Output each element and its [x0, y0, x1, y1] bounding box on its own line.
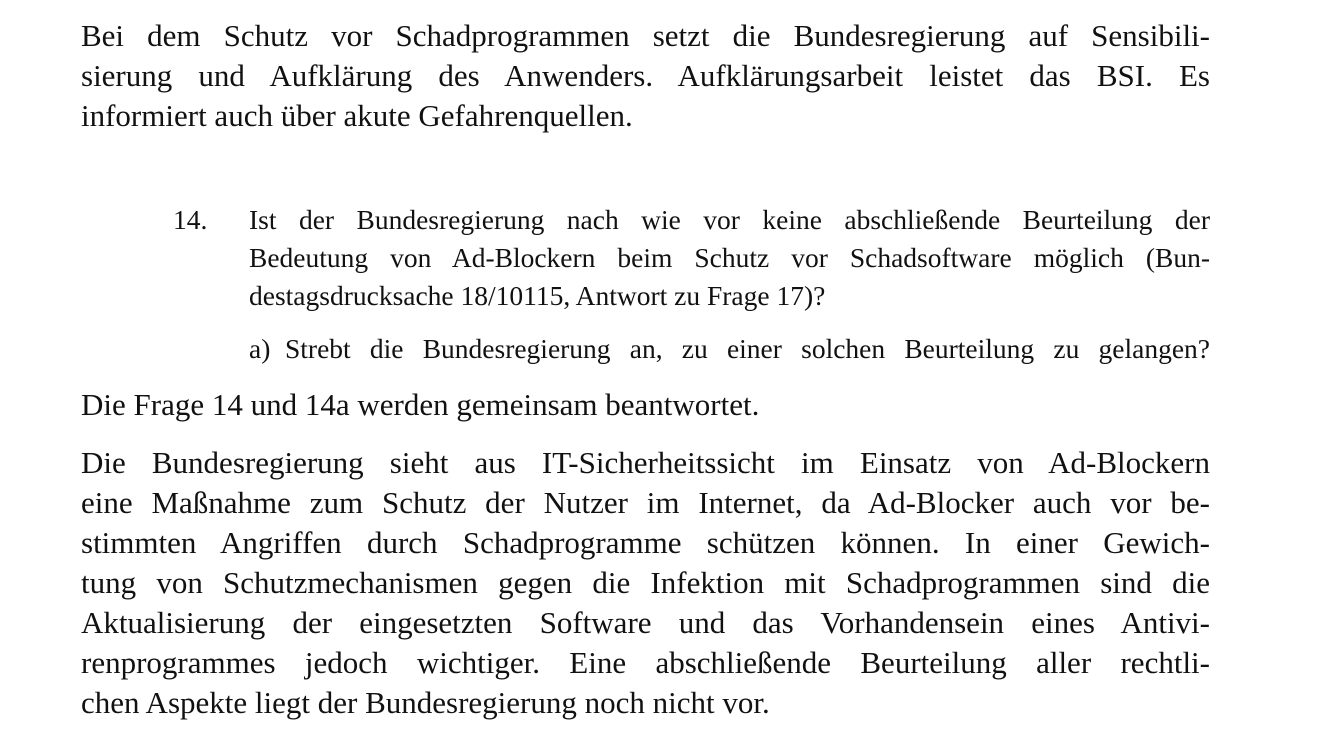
question-line-3: destagsdrucksache 18/10115, Antwort zu Frage 17)?: [249, 280, 826, 311]
answer-line-4: tung von Schutzmechanismen gegen die Infektion mit Schadprogrammen sind die: [81, 565, 1210, 600]
question-sub-label: a): [249, 333, 271, 364]
answer-line-2: eine Maßnahme zum Schutz der Nutzer im Internet, da Ad-Blocker auch vor be-: [81, 485, 1210, 520]
answer-intro: Die Frage 14 und 14a werden gemeinsam beantwortet.: [81, 387, 760, 422]
answer-line-7: chen Aspekte liegt der Bundesregierung noch nicht vor.: [81, 685, 770, 720]
intro-line-1: Bei dem Schutz vor Schadprogrammen setzt die Bundesregierung auf Sensibili-: [81, 18, 1210, 53]
answer-line-3: stimmten Angriffen durch Schadprogramme schützen können. In einer Gewich-: [81, 525, 1210, 560]
question-number: 14.: [173, 204, 208, 235]
question-line-1: Ist der Bundesregierung nach wie vor keine abschließende Beurteilung der: [249, 204, 1210, 235]
question-line-2: Bedeutung von Ad-Blockern beim Schutz vor Schadsoftware möglich (Bun-: [249, 242, 1210, 273]
answer-line-6: renprogrammes jedoch wichtiger. Eine abschließende Beurteilung aller rechtli-: [81, 645, 1210, 680]
question-sub-text: Strebt die Bundesregierung an, zu einer solchen Beurteilung zu gelangen?: [285, 333, 1210, 364]
intro-line-2: sierung und Aufklärung des Anwenders. Aufklärungsarbeit leistet das BSI. Es: [81, 58, 1210, 93]
answer-line-1: Die Bundesregierung sieht aus IT-Sicherheitssicht im Einsatz von Ad-Blockern: [81, 445, 1210, 480]
intro-line-3: informiert auch über akute Gefahrenquellen.: [81, 98, 633, 133]
answer-line-5: Aktualisierung der eingesetzten Software und das Vorhandensein eines Antivi-: [81, 605, 1210, 640]
